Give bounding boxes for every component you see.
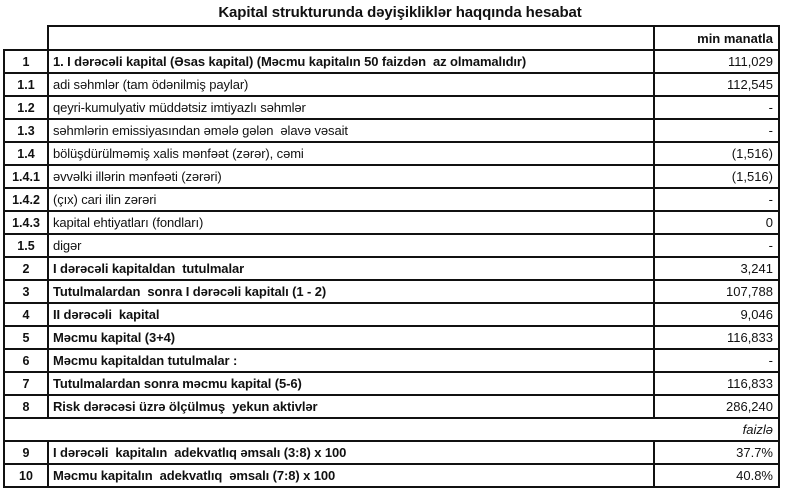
row-label: kapital ehtiyatları (fondları)	[48, 211, 654, 234]
percent-unit-label: faizlə	[4, 418, 779, 441]
row-value: 37.7%	[654, 441, 779, 464]
table-row	[4, 50, 779, 73]
table-row	[4, 395, 779, 418]
row-number: 10	[4, 464, 48, 487]
row-label: adi səhmlər (tam ödənilmiş paylar)	[48, 73, 654, 96]
table-row	[4, 211, 779, 234]
row-number: 1.4.3	[4, 211, 48, 234]
page-title: Kapital strukturunda dəyişikliklər haqqında hesabat	[218, 4, 582, 21]
percent-unit-row	[4, 418, 779, 441]
table-row	[4, 326, 779, 349]
unit-header-row	[4, 26, 779, 50]
table-row	[4, 257, 779, 280]
table-row	[4, 188, 779, 211]
row-label: Məcmu kapitaldan tutulmalar :	[48, 349, 654, 372]
header-empty-cell	[48, 26, 654, 50]
row-value: 0	[654, 211, 779, 234]
row-number: 9	[4, 441, 48, 464]
row-label: Məcmu kapital (3+4)	[48, 326, 654, 349]
table-row	[4, 234, 779, 257]
row-label: Tutulmalardan sonra I dərəcəli kapitalı (1 - 2)	[48, 280, 654, 303]
row-label: bölüşdürülməmiş xalis mənfəət (zərər), cəmi	[48, 142, 654, 165]
row-value: -	[654, 119, 779, 142]
row-value: -	[654, 234, 779, 257]
row-label: (çıx) cari ilin zərəri	[48, 188, 654, 211]
table-row	[4, 372, 779, 395]
table-row	[4, 464, 779, 487]
table-row	[4, 349, 779, 372]
table-row	[4, 303, 779, 326]
row-number: 2	[4, 257, 48, 280]
row-number: 4	[4, 303, 48, 326]
row-value: 116,833	[654, 372, 779, 395]
row-number: 1.4	[4, 142, 48, 165]
row-label: digər	[48, 234, 654, 257]
table-row	[4, 73, 779, 96]
row-value: 9,046	[654, 303, 779, 326]
table-row	[4, 280, 779, 303]
table-row	[4, 165, 779, 188]
row-label: Tutulmalardan sonra məcmu kapital (5-6)	[48, 372, 654, 395]
row-value: 112,545	[654, 73, 779, 96]
row-number: 1.5	[4, 234, 48, 257]
capital-structure-table	[3, 25, 780, 488]
row-number: 1.4.2	[4, 188, 48, 211]
row-number: 5	[4, 326, 48, 349]
row-number: 7	[4, 372, 48, 395]
row-value: 286,240	[654, 395, 779, 418]
table-row	[4, 96, 779, 119]
row-label: 1. I dərəcəli kapital (Əsas kapital) (Məcmu kapitalın 50 faizdən az olmamalıdır)	[48, 50, 654, 73]
header-spacer-cell	[4, 26, 48, 50]
row-number: 6	[4, 349, 48, 372]
row-number: 1.2	[4, 96, 48, 119]
row-label: Risk dərəcəsi üzrə ölçülmuş yekun aktivlər	[48, 395, 654, 418]
row-value: 111,029	[654, 50, 779, 73]
row-label: I dərəcəli kapitalın adekvatlıq əmsalı (3:8) x 100	[48, 441, 654, 464]
row-number: 1.1	[4, 73, 48, 96]
unit-header-label: min manatla	[654, 26, 779, 50]
row-number: 1	[4, 50, 48, 73]
row-number: 1.4.1	[4, 165, 48, 188]
row-label: I dərəcəli kapitaldan tutulmalar	[48, 257, 654, 280]
row-label: II dərəcəli kapital	[48, 303, 654, 326]
row-value: -	[654, 188, 779, 211]
row-number: 3	[4, 280, 48, 303]
row-label: əvvəlki illərin mənfəəti (zərəri)	[48, 165, 654, 188]
row-number: 8	[4, 395, 48, 418]
row-value: (1,516)	[654, 142, 779, 165]
row-value: 3,241	[654, 257, 779, 280]
row-label: səhmlərin emissiyasından əmələ gələn əlavə vəsait	[48, 119, 654, 142]
row-value: -	[654, 96, 779, 119]
row-value: -	[654, 349, 779, 372]
row-number: 1.3	[4, 119, 48, 142]
row-value: 116,833	[654, 326, 779, 349]
row-label: Məcmu kapitalın adekvatlıq əmsalı (7:8) x 100	[48, 464, 654, 487]
row-value: (1,516)	[654, 165, 779, 188]
row-value: 40.8%	[654, 464, 779, 487]
table-row	[4, 142, 779, 165]
row-label: qeyri-kumulyativ müddətsiz imtiyazlı səhmlər	[48, 96, 654, 119]
table-row	[4, 441, 779, 464]
row-value: 107,788	[654, 280, 779, 303]
table-row	[4, 119, 779, 142]
